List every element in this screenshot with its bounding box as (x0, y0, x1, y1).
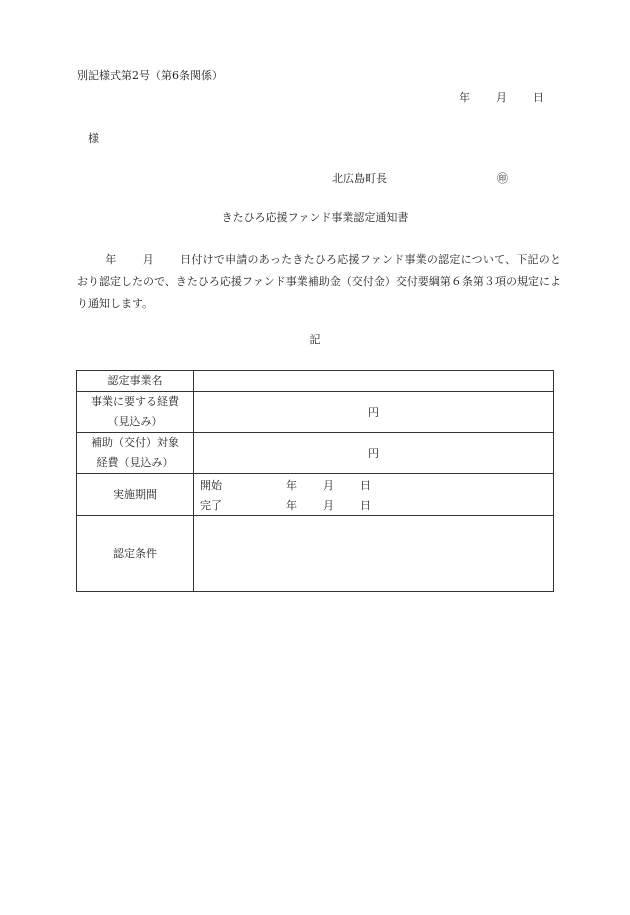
period-start-year: 年 (286, 478, 297, 492)
period-end-year: 年 (286, 498, 297, 512)
ki-heading: 記 (309, 333, 321, 346)
cost-unit: 円 (194, 392, 554, 433)
table-row-subsidy (77, 433, 554, 474)
body-text (77, 249, 561, 315)
period-end-label: 完了 (200, 498, 222, 512)
cost-label-line2: （見込み） (107, 415, 163, 428)
period-start-label: 開始 (200, 478, 222, 492)
issuer-title: 北広島町長 (332, 172, 387, 185)
document-title: きたひろ応援ファンド事業認定通知書 (221, 211, 409, 224)
detail-table (76, 370, 554, 592)
body-paragraph: 日付けで申請のあったきたひろ応援ファンド事業の認定について、下記のとおり認定したので、きたひろ応援ファンド事業補助金（交付金）交付要綱第６条第３項の規定により通知します。 (77, 253, 562, 310)
seal-mark: ㊞ (497, 172, 508, 185)
period-value (194, 474, 554, 516)
conditions-label: 認定条件 (77, 516, 194, 592)
subsidy-unit: 円 (194, 433, 554, 474)
date-year: 年 (459, 91, 470, 104)
form-number: 別記様式第2号（第6条関係） (77, 69, 223, 82)
date-line (459, 92, 544, 103)
body-year: 年 (105, 253, 117, 266)
table-row-project-name (77, 371, 554, 392)
addressee-suffix: 様 (88, 132, 99, 145)
period-start-month: 月 (323, 478, 334, 492)
subsidy-label-line2: 経費（見込み） (96, 456, 174, 469)
period-end-month: 月 (323, 498, 334, 512)
table-row-conditions (77, 516, 554, 592)
cost-label (77, 392, 194, 433)
date-day: 日 (533, 91, 544, 104)
subsidy-label-line1: 補助（交付）対象 (91, 436, 179, 449)
table-row-period (77, 474, 554, 516)
period-end-day: 日 (360, 498, 371, 512)
period-start-day: 日 (360, 478, 371, 492)
project-name-value (194, 371, 554, 392)
subsidy-label (77, 433, 194, 474)
period-end-line (194, 495, 553, 515)
conditions-value (194, 516, 554, 592)
cost-label-line1: 事業に要する経費 (91, 395, 179, 408)
date-month: 月 (496, 91, 507, 104)
table-row-cost (77, 392, 554, 433)
body-month: 月 (142, 253, 154, 266)
project-name-label: 認定事業名 (77, 371, 194, 392)
period-label: 実施期間 (77, 474, 194, 516)
period-start-line (194, 475, 553, 495)
